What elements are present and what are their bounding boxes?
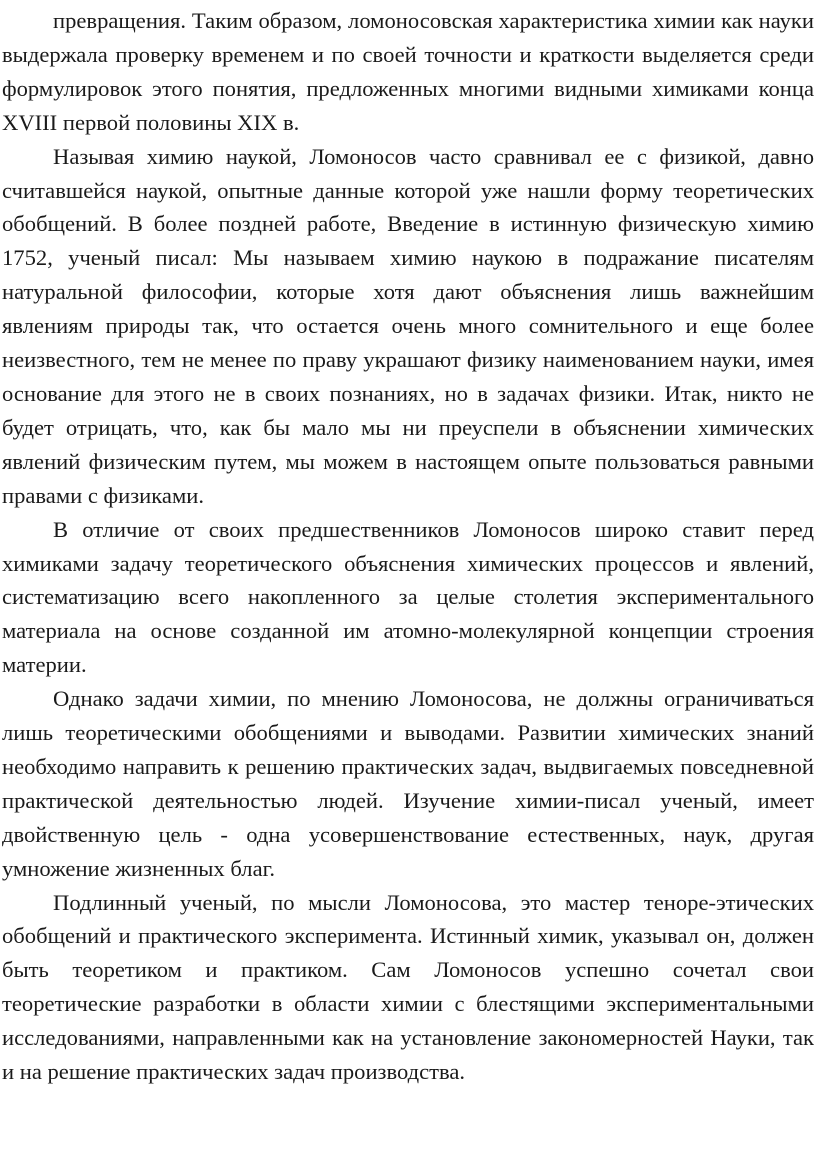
paragraph-theoretical-explanation: В отличие от своих предшественников Ломоносов широко ставит перед химиками задачу теоретического объяснения химических процессов и явлений, систематизацию всего накопленного за целые столетия экспериментального материала на основе созданной им атомно-молекулярной концепции строения материи. bbox=[2, 516, 814, 678]
paragraph-true-scientist: Подлинный ученый, по мысли Ломоносова, это мастер теноре-этических обобщений и практического эксперимента. Истинный химик, указывал он, должен быть теоретиком и практиком. Сам Ломоносов успешно сочетал свои теоретические разработки в области химии с блестящими экспериментальными исследованиями, направленными как на установление закономерностей Науки, так и на решение практических задач производства. bbox=[2, 889, 814, 1085]
paragraph-practical-tasks: Однако задачи химии, по мнению Ломоносова, не должны ограничиваться лишь теоретическими обобщениями и выводами. Развитии химических знаний необходимо направить к решению практических задач, выдвигаемых повседневной практической деятельностью людей. Изучение химии-писал ученый, имеет двойственную цель - одна усовершенствование естественных, наук, другая умножение жизненных благ. bbox=[2, 686, 814, 881]
paragraph-continuation: превращения. Таким образом, ломоносовская характеристика химии как науки выдержала проверку временем и по своей точности и краткости выделяется среди формулировок этого понятия, предложенных многими видными химиками конца XVIII первой половины XIX в. bbox=[2, 8, 814, 135]
paragraph-lomonosov-physics: Называя химию наукой, Ломоносов часто сравнивал ее с физикой, давно считавшейся наукой, опытные данные которой уже нашли форму теоретических обобщений. В более поздней работе, Введение в истинную физическую химию 1752, ученый писал: Мы называем химию наукою в подражание писателям натуральной философии, которые хотя дают объяснения лишь важнейшим явлениям природы так, что остается очень много сомнительного и еще более неизвестного, тем не менее по праву украшают физику наименованием науки, имея основание для этого не в своих познаниях, но в задачах физики. Итак, никто не будет отрицать, что, как бы мало мы ни преуспели в объяснении химических явлений физическим путем, мы можем в настоящем опыте пользоваться равными правами с физиками. bbox=[2, 143, 814, 508]
